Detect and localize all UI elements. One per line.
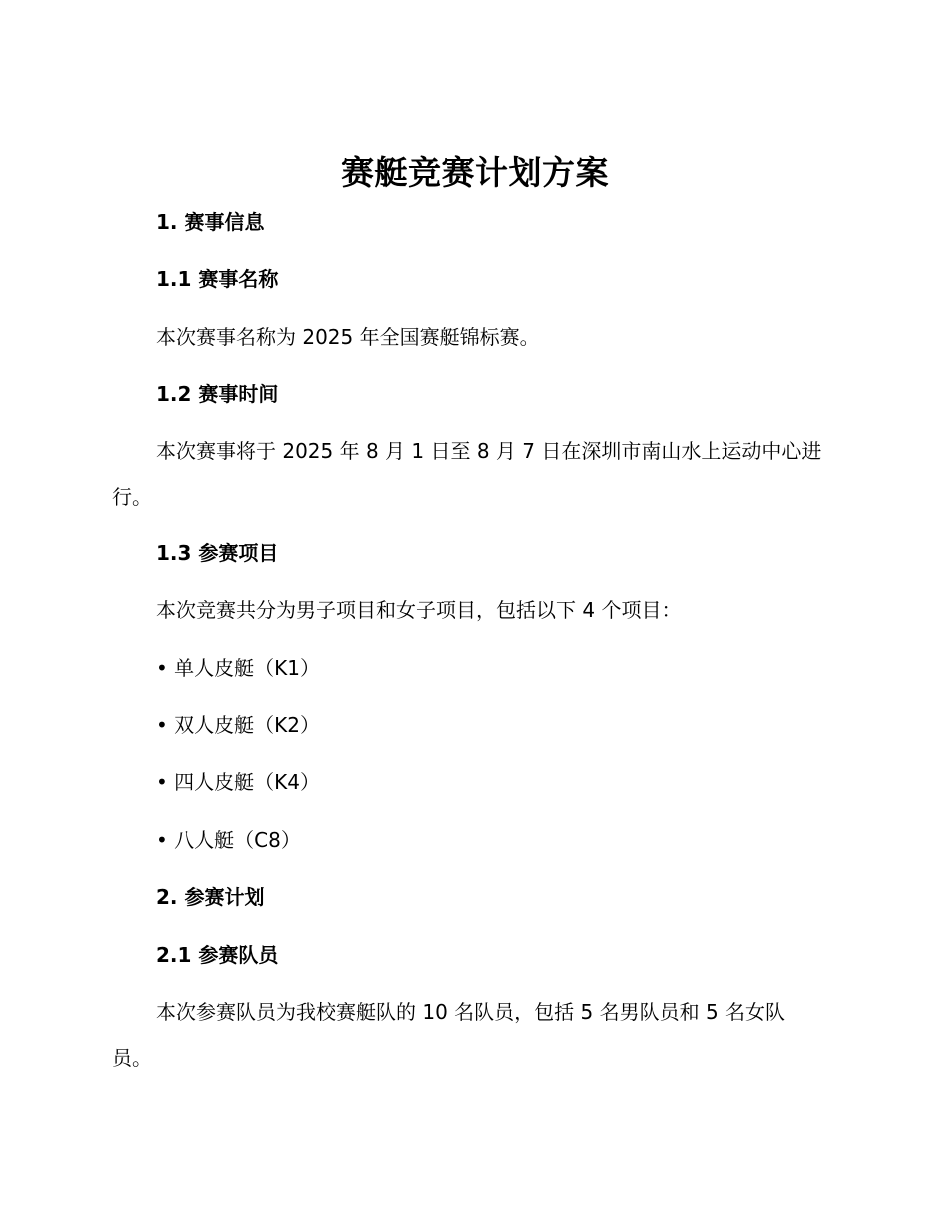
section-2-1-paragraph: 本次参赛队员为我校赛艇队的 10 名队员，包括 5 名男队员和 5 名女队员。 — [112, 1000, 786, 1070]
section-1-3-heading: 1.3 参赛项目 — [156, 541, 279, 565]
list-item: • 八人艇（C8） — [156, 828, 301, 852]
section-1-heading: 1. 赛事信息 — [156, 210, 265, 234]
section-1-2-heading: 1.2 赛事时间 — [156, 382, 279, 406]
document-title: 赛艇竞赛计划方案 — [341, 153, 609, 192]
list-item: • 单人皮艇（K1） — [156, 656, 320, 680]
section-1-1-paragraph: 本次赛事名称为 2025 年全国赛艇锦标赛。 — [156, 325, 540, 349]
section-2-1-heading: 2.1 参赛队员 — [156, 943, 279, 967]
section-2-heading: 2. 参赛计划 — [156, 885, 265, 909]
section-1-2-paragraph: 本次赛事将于 2025 年 8 月 1 日至 8 月 7 日在深圳市南山水上运动中心进行。 — [112, 439, 822, 509]
list-item: • 双人皮艇（K2） — [156, 713, 320, 737]
list-item: • 四人皮艇（K4） — [156, 770, 320, 794]
section-1-1-heading: 1.1 赛事名称 — [156, 267, 279, 291]
section-1-3-paragraph: 本次竞赛共分为男子项目和女子项目，包括以下 4 个项目： — [156, 598, 682, 622]
